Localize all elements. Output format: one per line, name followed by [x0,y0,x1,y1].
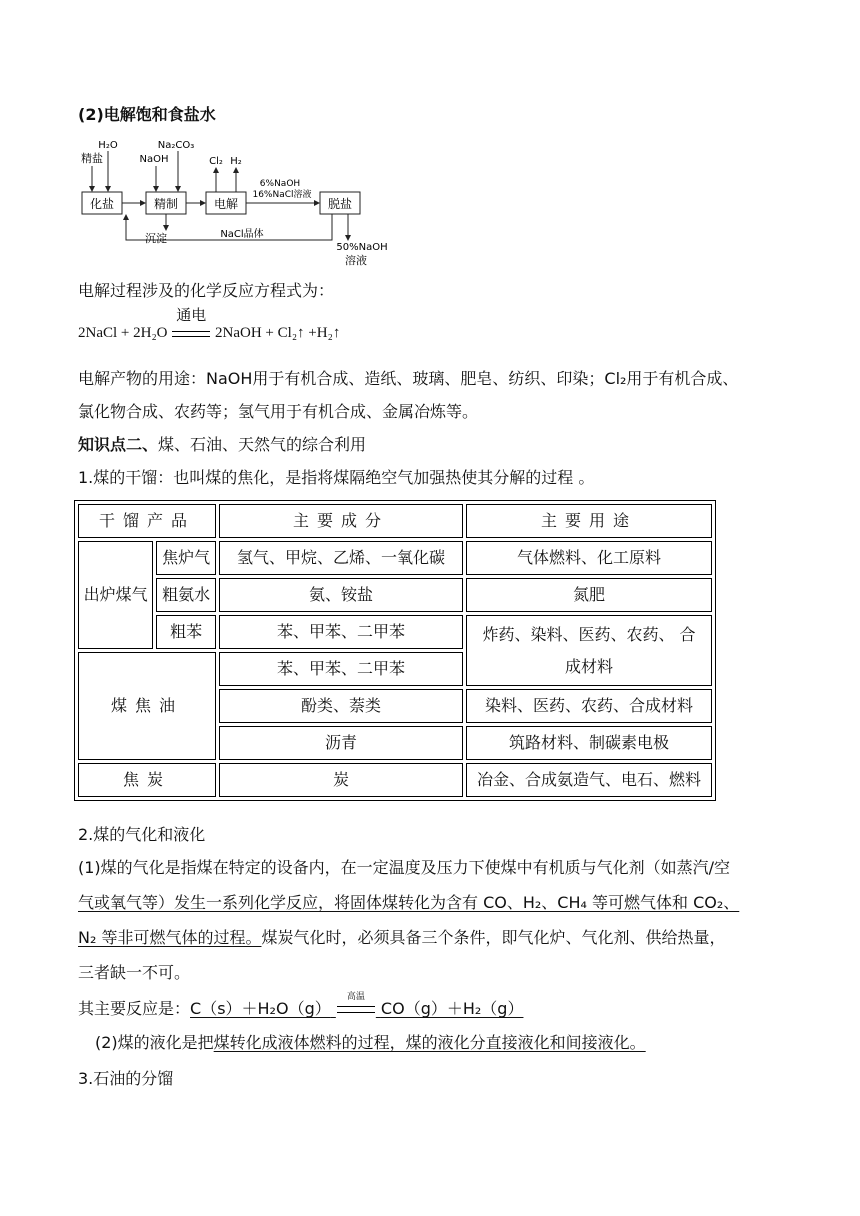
output-h2: H₂ [230,156,242,167]
gasification-line-3 [78,927,726,949]
liquefaction-line [95,1032,646,1054]
uses-line-2: 氯化物合成、农药等；氢气用于有机合成、金属冶炼等。 [78,402,479,421]
gas-line-1-text: (1)煤的气化是指煤在特定的设备内，在一定温度及压力下使煤中有机质与气化剂（如蒸汽/空 [78,858,731,877]
box-huayan-label: 化盐 [89,197,115,211]
liquid-prefix: (2)煤的液化是把 [95,1033,214,1052]
product-solution: 溶液 [345,254,367,267]
row-name-cuben: 粗苯 [156,615,216,649]
header-product: 干馏产品 [78,504,216,538]
row-use-jiaotan: 冶金、合成氨造气、电石、燃料 [466,763,712,797]
gasification-line-2: 气或氧气等）发生一系列化学反应，将固体煤转化为含有 CO、H₂、CH₄ 等可燃气体和 CO₂、 [78,893,740,912]
row-comp-jiaoyou-1: 苯、甲苯、二甲苯 [219,652,463,686]
input-na2co3: Na₂CO₃ [157,140,195,151]
use-cuben-line-2: 成材料 [564,656,613,676]
coal-distillation-table [74,500,716,801]
table-header-row [78,504,712,538]
group-meijiaoyou: 煤焦油 [78,652,216,760]
reaction-right: CO（g）＋H₂（g） [380,999,524,1018]
gas-line-3-rest: 煤炭气化时，必须具备三个条件，即气化炉、气化剂、供给热量， [261,928,726,947]
header-use: 主要用途 [466,504,712,538]
gasification-line-1 [78,857,730,879]
table-row [78,615,712,649]
row-use-cuben [466,615,712,686]
input-h2o: H₂O [98,140,118,151]
item-2: 2.煤的气化和液化 [78,825,206,844]
input-jingyan: 精盐 [81,152,103,165]
label-chendian: 沉淀 [145,232,167,245]
equation-intro: 电解过程涉及的化学反应方程式为： [78,281,335,300]
row-comp-jiaoyou-2: 酚类、萘类 [219,689,463,723]
row-use-cuanshui: 氮肥 [466,578,712,612]
row-name-jiaotan: 焦炭 [78,763,216,797]
equation-right: 2NaOH + Cl₂↑ +H₂↑ [215,325,341,341]
electrolysis-flow-diagram [78,136,398,272]
electrolysis-equation [78,306,341,344]
kp2-label: 知识点二、 [78,435,159,454]
equation-left: 2NaCl + 2H₂O [78,325,168,341]
row-use-jiaoyou-2: 染料、医药、农药、合成材料 [466,689,712,723]
group-chulu-meiqi: 出炉煤气 [78,541,153,649]
reaction-underlined [190,992,524,1018]
knowledge-point-2 [78,434,366,456]
row-comp-jiaoluqi: 氢气、甲烷、乙烯、一氧化碳 [219,541,463,575]
row-name-jiaoluqi: 焦炉气 [156,541,216,575]
gas-line-3-underlined: N₂ 等非可燃气体的过程。 [78,928,262,947]
label-nacl-crystal: NaCl晶体 [220,229,264,240]
arrow-label-nacl: 16%NaCl溶液 [252,190,312,200]
kp2-title: 煤、石油、天然气的综合利用 [158,435,367,454]
row-comp-jiaoyou-3: 沥青 [219,726,463,760]
reaction-left: C（s）＋H₂O（g） [190,999,331,1018]
gasification-line-4: 三者缺一不可。 [78,963,191,982]
flow-diagram-svg [78,136,398,272]
equation-condition-arrow [171,306,211,344]
box-tuoyan-label: 脱盐 [327,197,353,211]
box-dianjie-label: 电解 [213,197,239,211]
table-row [78,763,712,797]
table-row [78,541,712,575]
header-composition: 主要成分 [219,504,463,538]
row-comp-cuanshui: 氨、铵盐 [219,578,463,612]
output-cl2: Cl₂ [209,156,223,167]
reaction-condition: 高温 [346,992,365,1002]
input-naoh: NaOH [139,154,169,165]
main-reaction [78,992,524,1020]
equation-condition: 通电 [176,306,207,324]
row-use-jiaoluqi: 气体燃料、化工原料 [466,541,712,575]
row-use-jiaoyou-3: 筑路材料、制碳素电极 [466,726,712,760]
use-cuben-line-1: 炸药、染料、医药、农药、 合 [482,624,696,644]
arrow-label-naoh: 6%NaOH [259,179,301,189]
section-title: (2)电解饱和食盐水 [78,105,216,124]
row-name-cuanshui: 粗氨水 [156,578,216,612]
table-row [78,578,712,612]
item-1: 1.煤的干馏：也叫煤的焦化，是指将煤隔绝空气加强热使其分解的过程 。 [78,468,595,487]
row-comp-cuben: 苯、甲苯、二甲苯 [219,615,463,649]
uses-line-1: 电解产物的用途：NaOH用于有机合成、造纸、玻璃、肥皂、纺织、印染；Cl₂用于有机合成、 [78,369,739,388]
row-comp-jiaotan: 炭 [219,763,463,797]
box-jingzhi-label: 精制 [153,197,179,211]
reaction-condition-arrow [336,992,376,1020]
product-naoh: 50%NaOH [336,242,388,253]
liquid-underlined: 煤转化成液体燃料的过程，煤的液化分直接液化和间接液化。 [213,1033,646,1052]
item-3: 3.石油的分馏 [78,1069,174,1088]
reaction-prefix: 其主要反应是： [78,999,191,1018]
